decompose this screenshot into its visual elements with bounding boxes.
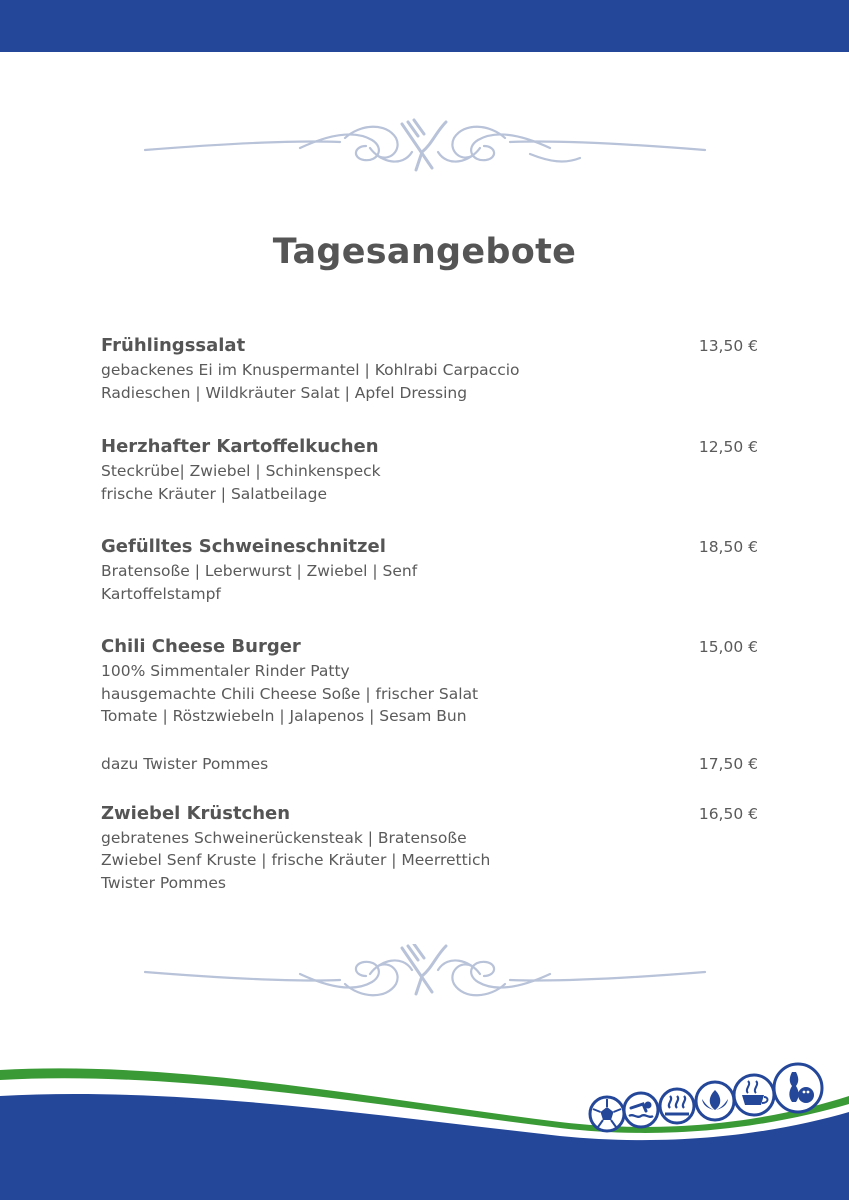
menu-list (101, 333, 758, 894)
footer-waves (0, 1040, 849, 1200)
dish-description: Radieschen | Wildkräuter Salat | Apfel Dressing (101, 383, 468, 402)
dish-name: Frühlingssalat (101, 335, 246, 356)
dish-description: Tomate | Röstzwiebeln | Jalapenos | Sesam Bun (101, 707, 467, 725)
dish-name: Herzhafter Kartoffelkuchen (101, 436, 379, 457)
dish-name: Chili Cheese Burger (101, 636, 301, 657)
dish-description: frische Kräuter | Salatbeilage (101, 484, 328, 503)
dish-price: 15,00 € (698, 638, 758, 656)
fork-knife-flourish-icon (140, 944, 710, 1004)
menu-item (101, 333, 758, 404)
page-title: Tagesangebote (272, 232, 577, 272)
dish-price: 18,50 € (698, 538, 758, 556)
extra-label: dazu Twister Pommes (101, 754, 269, 773)
wellness-lotus-icon (696, 1082, 734, 1120)
dish-description: Twister Pommes (101, 873, 226, 892)
dish-description: Steckrübe| Zwiebel | Schinkenspeck (101, 462, 381, 480)
dish-description: Bratensoße | Leberwurst | Zwiebel | Senf (101, 562, 418, 580)
menu-item (101, 634, 758, 777)
coffee-cup-icon (734, 1075, 774, 1115)
dish-description: 100% Simmentaler Rinder Patty (101, 662, 350, 680)
dish-price: 16,50 € (698, 804, 758, 823)
menu-item (101, 434, 758, 505)
bowling-icon (774, 1064, 822, 1112)
dish-description: hausgemachte Chili Cheese Soße | frischer Salat (101, 684, 479, 703)
dish-description: Zwiebel Senf Kruste | frische Kräuter | Meerrettich (101, 851, 491, 869)
dish-price: 12,50 € (698, 438, 758, 456)
swimming-icon (624, 1093, 658, 1127)
dish-description: Kartoffelstampf (101, 584, 221, 603)
top-bar (0, 0, 849, 52)
dish-description: gebackenes Ei im Knuspermantel | Kohlrabi Carpaccio (101, 361, 520, 379)
menu-item (101, 534, 758, 605)
dish-price: 13,50 € (698, 337, 758, 355)
menu-item (101, 801, 758, 895)
extra-price: 17,50 € (698, 754, 758, 773)
sauna-icon (660, 1089, 694, 1123)
dish-description: gebratenes Schweinerückensteak | Bratensoße (101, 828, 467, 847)
dish-extra (101, 751, 758, 777)
dish-name: Zwiebel Krüstchen (101, 802, 291, 824)
football-icon (590, 1097, 624, 1131)
fork-knife-flourish-icon (140, 118, 710, 178)
dish-name: Gefülltes Schweineschnitzel (101, 536, 386, 557)
